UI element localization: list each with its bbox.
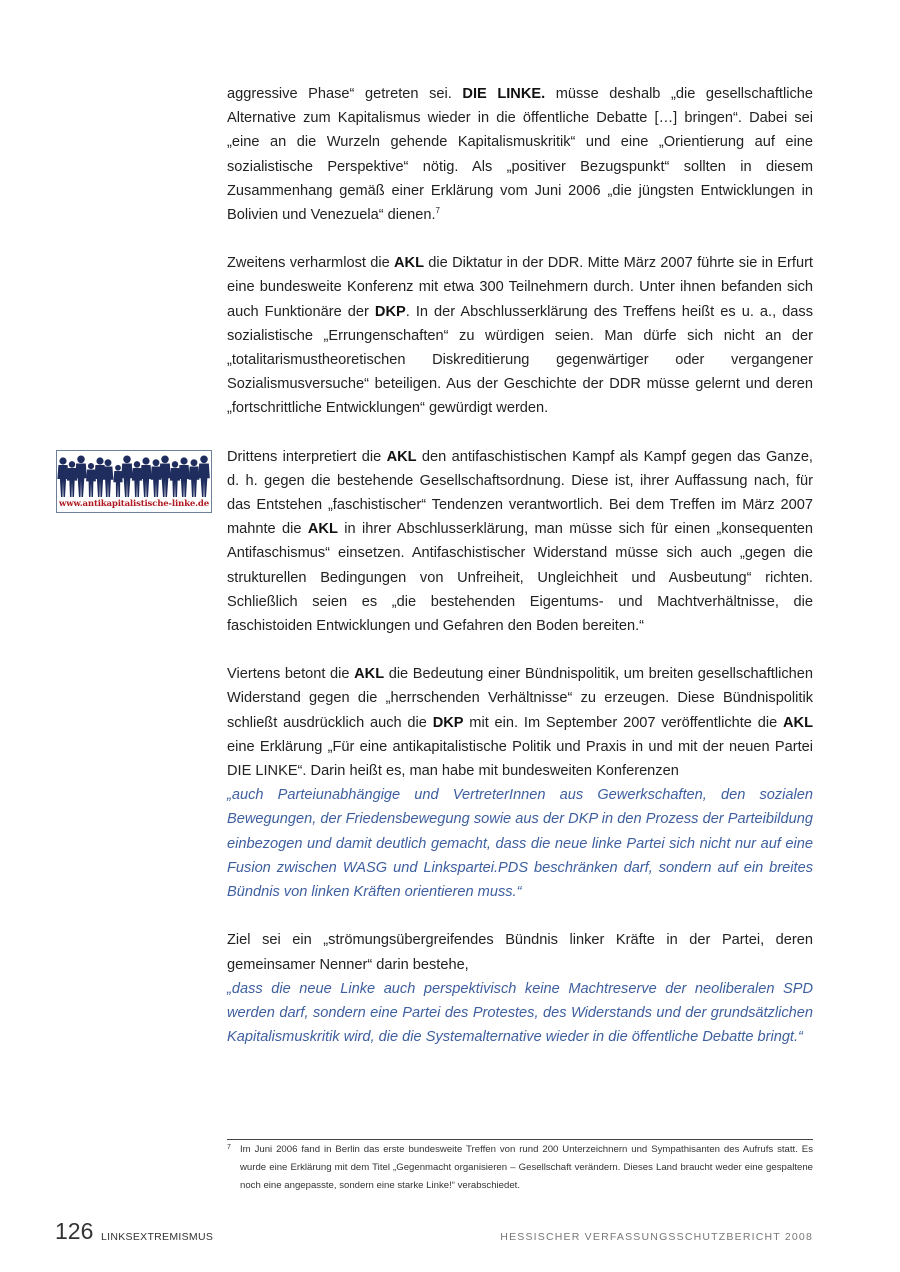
footnote-text: Im Juni 2006 fand in Berlin das erste bundesweite Treffen von rund 200 Unterzeichnern und Sympathisanten des Aufrufs statt. Es wurde eine Erklärung mit dem Titel „Gegenmacht organisieren – Gesellschaft verändern. Dieses Land braucht weder eine gespaltene noch eine angepasste, sondern eine starke Linke!“ verabschiedet. bbox=[240, 1144, 813, 1191]
footnote-reference[interactable]: 7 bbox=[435, 206, 440, 216]
paragraph-viertens bbox=[227, 662, 813, 783]
section-label: LINKSEXTREMISMUS bbox=[101, 1231, 214, 1243]
banner-url-text: www.antikapitalistische-linke.de bbox=[59, 499, 209, 509]
emphasis-akl: AKL bbox=[354, 666, 385, 683]
text-run: aggressive Phase“ getreten sei. bbox=[227, 86, 463, 102]
emphasis-dkp: DKP bbox=[374, 303, 406, 320]
people-silhouettes-icon bbox=[57, 451, 211, 499]
text-run: eine Erklärung „Für eine antikapitalistische Politik und Praxis in und mit der neuen Partei DIE LINKE“. Darin heißt es, man habe mit bundesweiten Konferenzen bbox=[227, 738, 813, 780]
quote-neue-linke: „dass die neue Linke auch perspektivisch keine Machtreserve der neoliberalen SPD werden darf, sondern eine Partei des Protestes, des Widerstands und der grundsätzlichen Kapitalismuskritik wird, die die Systemalternative wieder in die öffentliche Debatte bringt.“ bbox=[227, 980, 813, 1046]
emphasis-dkp: DKP bbox=[432, 714, 464, 731]
emphasis-akl: AKL bbox=[394, 255, 424, 272]
emphasis-akl: AKL bbox=[386, 448, 417, 465]
footnote-7 bbox=[227, 1141, 813, 1195]
main-text-column bbox=[227, 82, 813, 1049]
paragraph-zweitens bbox=[227, 251, 813, 420]
text-run: Drittens interpretiert die bbox=[227, 448, 387, 465]
text-run: den antifaschistischen Kampf als Kampf gegen das Ganze, d. h. gegen die bestehende Gesellschaftsordnung. Diese ist, ihrer Auffassung nach, für das Entstehen „faschistischer“ Tendenzen verantwortlich. Bei dem Treffen im März 2007 mahnte die bbox=[227, 448, 813, 538]
emphasis-akl: AKL bbox=[783, 714, 813, 731]
text-run: die Diktatur in der DDR. Mitte März 2007 führte sie in Erfurt eine bundesweite Konferenz mit etwa 300 Teilnehmern durch. Unter ihnen befanden sich auch Funktionäre der bbox=[227, 255, 813, 320]
akl-banner-image bbox=[56, 450, 212, 513]
text-run: Zweitens verharmlost die bbox=[227, 255, 394, 272]
footnote-divider bbox=[227, 1139, 813, 1140]
page-number: 126 bbox=[55, 1218, 94, 1244]
text-run: in ihrer Abschlusserklärung, man müsse sich für einen „konsequenten Antifaschismus“ einsetzen. Antifaschistischer Widerstand müsse sich auch „gegen die strukturellen Bedingungen von Unfreiheit, Ungleichheit und Ausbeutung“ richten. Schließlich seien es „die bestehenden Eigentums- und Machtverhältnisse, die faschistoiden Entwicklungen und Gefahren den Boden bereiten.“ bbox=[227, 521, 813, 635]
text-run: . In der Abschlusserklärung des Treffens heißt es u. a., dass sozialistische „Errungenschaften“ zu würdigen seien. Man dürfe sich nicht an der „totalitarismustheoretischen Diskreditierung gegenwärtiger oder vergangener Sozialismusversuche“ beteiligen. Aus der Geschichte der DDR müsse gelernt und deren „fortschrittliche Entwicklungen“ gewürdigt werden. bbox=[227, 303, 814, 417]
report-title: HESSISCHER VERFASSUNGSSCHUTZBERICHT 2008 bbox=[500, 1231, 813, 1243]
text-run: müsse deshalb „die gesellschaftliche Alternative zum Kapitalismus wieder in die öffentliche Debatte […] bringen“. Dabei sei „eine an die Wurzeln gehende Kapitalismuskritik“ und eine „Orientierung auf eine sozialistische Perspektive“ nötig. Als „positiver Bezugspunkt“ sollten in diesem Zusammenhang gemäß einer Erklärung vom Juni 2006 „die jüngsten Entwicklungen in Bolivien und Venezuela“ dienen. bbox=[227, 86, 813, 224]
text-run: die Bedeutung einer Bündnispolitik, um breiten gesellschaftlichen Widerstand gegen die „herrschenden Verhältnisse“ zu erzeugen. Diese Bündnispolitik schließt ausdrücklich auch die bbox=[227, 666, 813, 731]
text-run: mit ein. Im September 2007 veröffentlichte die bbox=[463, 714, 783, 731]
text-run: Viertens betont die bbox=[227, 666, 355, 683]
paragraph-aggressive-phase bbox=[227, 82, 813, 227]
paragraph-drittens bbox=[227, 445, 813, 639]
quote-parteibildung: „auch Parteiunabhängige und VertreterInnen aus Gewerkschaften, den sozialen Bewegungen, der Friedensbewegung sowie aus der DKP in den Prozess der Parteibildung einbezogen und damit deutlich gemacht, dass die neue linke Partei sich nicht nur auf eine Fusion zwischen WASG und Linkspartei.PDS beschränken darf, sondern auf ein breites Bündnis von linken Kräften orientieren muss.“ bbox=[227, 787, 813, 901]
emphasis-akl: AKL bbox=[307, 521, 338, 538]
paragraph-ziel: Ziel sei ein „strömungsübergreifendes Bündnis linker Kräfte in der Partei, deren gemeinsamer Nenner“ darin bestehe, bbox=[227, 932, 813, 973]
emphasis-die-linke: DIE LINKE. bbox=[462, 86, 546, 102]
footnote-mark: 7 bbox=[227, 1144, 231, 1151]
